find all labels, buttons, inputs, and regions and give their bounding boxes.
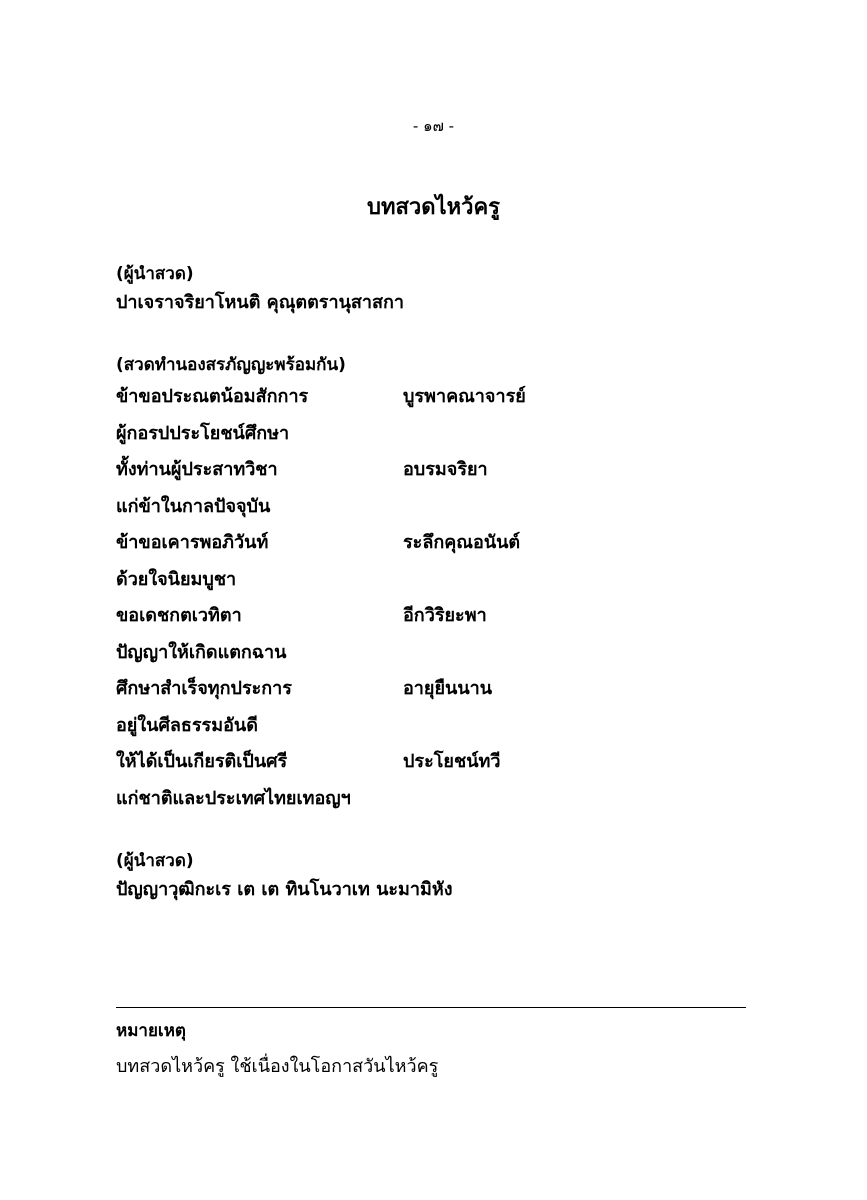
verse-line-first-half: อยู่ในศีลธรรมอันดี — [116, 714, 258, 736]
verse-line-first-half: ให้ได้เป็นเกียรติเป็นศรี — [116, 751, 288, 772]
verse-row — [116, 601, 756, 638]
verse-row — [116, 565, 756, 602]
verse-line-first-half: ขอเดชกตเวทิตา — [116, 605, 242, 626]
note-heading: หมายเหตุ — [116, 1021, 186, 1041]
verse-line-first-half: ข้าขอเคารพอภิวันท์ — [116, 532, 269, 553]
page-number: - ๑๗ - — [412, 117, 455, 135]
verse-line-second-half: ประโยชน์ทวี — [403, 751, 501, 772]
verse-line-first-half: ทั้งท่านผู้ประสาทวิชา — [116, 459, 278, 480]
verse-line-second-half — [403, 419, 756, 456]
verse-row — [116, 747, 756, 784]
verse-line-second-half: อบรมจริยา — [403, 459, 488, 480]
verse-line-second-half: อีกวิริยะพา — [403, 605, 487, 626]
verse-row — [116, 674, 756, 711]
verse-line-second-half: อายุยืนนาน — [403, 678, 493, 699]
verse-row — [116, 419, 756, 456]
verse-line-second-half — [403, 711, 756, 748]
verse-line-first-half: ด้วยใจนิยมบูชา — [116, 568, 237, 590]
note-text: บทสวดไหว้ครู ใช้เนื่องในโอกาสวันไหว้ครู — [116, 1056, 439, 1077]
verse-line-second-half — [403, 784, 756, 821]
chorus-section — [116, 353, 756, 820]
verse-line-first-half: ผู้กอรปประโยชน์ศึกษา — [116, 422, 290, 444]
verse-row — [116, 528, 756, 565]
verse-row — [116, 638, 756, 675]
opening-section — [116, 262, 756, 324]
page-title: บทสวดไหว้ครู — [367, 195, 500, 220]
verse-line-second-half: บูรพาคณาจารย์ — [403, 386, 526, 407]
verse-row — [116, 784, 756, 821]
verse-row — [116, 382, 756, 419]
verse-line-second-half — [403, 565, 756, 602]
verse-line-first-half: ศึกษาสำเร็จทุกประการ — [116, 678, 292, 699]
chorus-label: (สวดทำนองสรภัญญะพร้อมกัน) — [116, 355, 346, 375]
opening-verse: ปาเจราจริยาโหนติ คุณุตตรานุสาสกา — [116, 292, 404, 313]
verse-line-first-half: ข้าขอประณตน้อมสักการ — [116, 386, 309, 407]
chorus-verses — [116, 382, 756, 820]
verse-row — [116, 455, 756, 492]
verse-line-second-half — [403, 638, 756, 675]
verse-line-second-half: ระลึกคุณอนันต์ — [403, 532, 521, 553]
verse-line-first-half: แก่ชาติและประเทศไทยเทอญฯ — [116, 787, 351, 809]
closing-leader-label: (ผู้นำสวด) — [116, 851, 194, 871]
closing-verse: ปัญญาวุฒิกะเร เต เต ทินโนวาเท นะมามิหัง — [116, 879, 453, 900]
verse-line-first-half: ปัญญาให้เกิดแตกฉาน — [116, 641, 287, 663]
closing-section — [116, 849, 756, 911]
verse-line-first-half: แก่ข้าในกาลปัจจุบัน — [116, 495, 271, 517]
verse-line-second-half — [403, 492, 756, 529]
opening-leader-label: (ผู้นำสวด) — [116, 264, 194, 284]
verse-row — [116, 492, 756, 529]
footnote-divider — [116, 1007, 746, 1008]
verse-row — [116, 711, 756, 748]
